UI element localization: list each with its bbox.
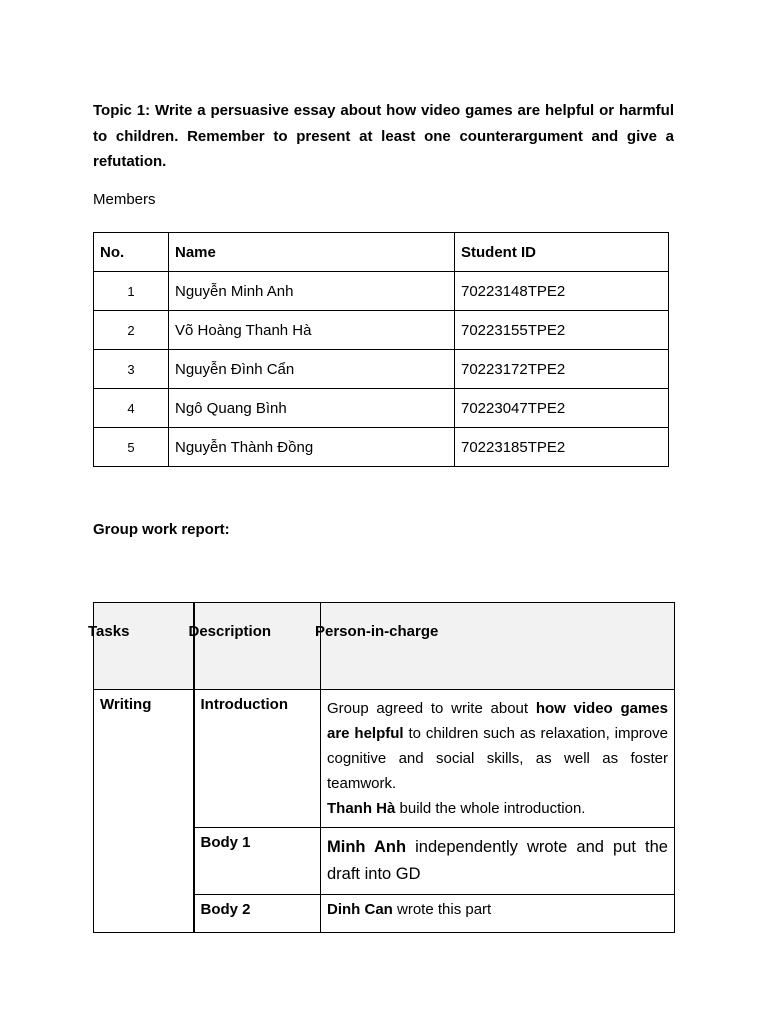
- task-writing: Writing: [94, 690, 194, 933]
- member-name: Ngô Quang Bình: [169, 389, 455, 428]
- bold-span: how video games are helpful: [327, 700, 668, 742]
- table-row: [94, 389, 669, 428]
- group-work-report-label: Group work report:: [93, 521, 230, 538]
- col-header-no: No.: [94, 233, 169, 272]
- topic-heading: Topic 1: Write a persuasive essay about how video games are helpful or harmful to children. Remember to present at least one counterargument and give a refutation.: [93, 102, 674, 170]
- task-description: Introduction: [194, 690, 321, 828]
- task-description: Body 2: [194, 895, 321, 933]
- col-header-person-in-charge: Person-in-charge: [315, 623, 439, 640]
- text-span: independently wrote and put the draft into GD: [327, 838, 668, 883]
- member-student-id: 70223155TPE2: [455, 311, 669, 350]
- member-no: 5: [94, 428, 169, 467]
- member-student-id: 70223185TPE2: [455, 428, 669, 467]
- text-span: build the whole introduction.: [395, 800, 586, 817]
- person-in-charge-cell: [321, 690, 675, 828]
- col-header-description: Description: [188, 623, 272, 640]
- table-row: [94, 690, 675, 828]
- member-no: 4: [94, 389, 169, 428]
- members-label: Members: [93, 191, 156, 208]
- text-span: Group agreed to write about: [327, 700, 536, 717]
- member-name: Nguyễn Đình Cẩn: [169, 350, 455, 389]
- person-in-charge-cell: [321, 895, 675, 933]
- task-description: Body 1: [194, 828, 321, 895]
- table-row: [94, 272, 669, 311]
- member-student-id: 70223172TPE2: [455, 350, 669, 389]
- member-student-id: 70223148TPE2: [455, 272, 669, 311]
- member-name: Nguyễn Minh Anh: [169, 272, 455, 311]
- col-header-tasks: Tasks: [88, 623, 130, 640]
- members-table: [93, 232, 669, 467]
- col-header-name: Name: [169, 233, 455, 272]
- member-no: 2: [94, 311, 169, 350]
- member-no: 1: [94, 272, 169, 311]
- text-span: to children such as relaxation, improve cognitive and social skills, as well as foster teamwork.: [327, 725, 668, 792]
- text-span: wrote this part: [392, 901, 492, 918]
- member-student-id: 70223047TPE2: [455, 389, 669, 428]
- table-row: [94, 311, 669, 350]
- assignee-name: Minh Anh: [327, 838, 407, 856]
- assignee-name: Thanh Hà: [327, 800, 396, 817]
- member-name: Nguyễn Thành Đồng: [169, 428, 455, 467]
- members-header-row: [94, 233, 669, 272]
- intro-paragraph: [327, 696, 668, 796]
- assignee-name: Dinh Can: [327, 901, 393, 918]
- table-row: [94, 350, 669, 389]
- tasks-header-row: [94, 603, 675, 690]
- intro-assignee-line: [327, 796, 668, 821]
- tasks-table: [88, 602, 675, 933]
- member-name: Võ Hoàng Thanh Hà: [169, 311, 455, 350]
- member-no: 3: [94, 350, 169, 389]
- table-row: [94, 428, 669, 467]
- person-in-charge-cell: [321, 828, 675, 895]
- col-header-student-id: Student ID: [455, 233, 669, 272]
